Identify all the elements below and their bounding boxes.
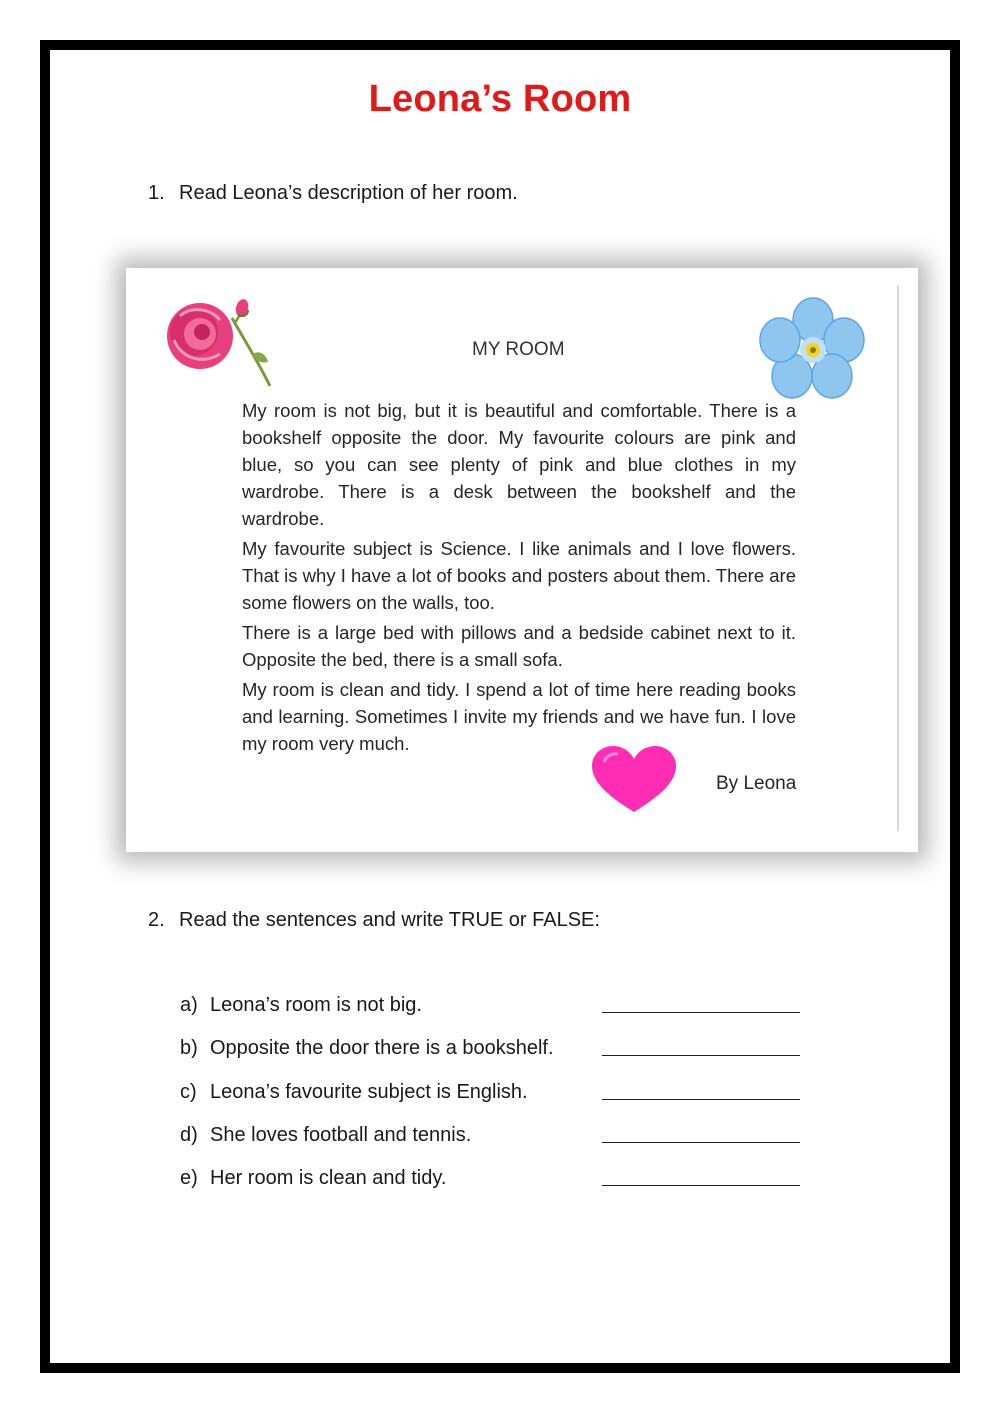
passage-paragraph: There is a large bed with pillows and a bedside cabinet next to it. Opposite the bed, there is a small sofa. [242,622,796,670]
statement-letter: d) [180,1124,198,1146]
page-title: Leona’s Room [368,78,632,120]
statement-row-b [180,1037,820,1067]
question-1-number: 1. [148,182,165,204]
statement-row-c [180,1081,820,1111]
statement-text: Leona’s room is not big. [210,994,422,1016]
answer-blank[interactable] [602,1099,800,1100]
blue-flower-image [758,296,868,400]
statement-text: Her room is clean and tidy. [210,1167,447,1189]
statement-text: Opposite the door there is a bookshelf. [210,1037,554,1059]
answer-blank[interactable] [602,1055,800,1056]
answer-blank[interactable] [602,1185,800,1186]
statement-text: Leona’s favourite subject is English. [210,1081,528,1103]
passage-paragraph: My room is not big, but it is beautiful and comfortable. There is a bookshelf opposite the door. My favourite colours are pink and blue, so you can see plenty of pink and blue clothes in my wardrobe. There is a desk between the bookshelf and the wardrobe. [242,400,796,529]
question-2-number: 2. [148,909,165,931]
statement-row-d [180,1124,820,1154]
question-2-text: Read the sentences and write TRUE or FALSE: [179,909,600,931]
reading-passage [242,397,796,760]
statement-letter: c) [180,1081,197,1103]
passage-paragraph: My favourite subject is Science. I like animals and I love flowers. That is why I have a lot of books and posters about them. There are some flowers on the walls, too. [242,538,796,613]
statement-letter: b) [180,1037,198,1059]
question-2 [148,909,600,932]
heart-image [588,744,680,814]
answer-blank[interactable] [602,1142,800,1143]
statement-row-a [180,994,820,1024]
statement-letter: a) [180,994,198,1016]
byline: By Leona [716,773,797,794]
statement-letter: e) [180,1167,198,1189]
statement-text: She loves football and tennis. [210,1124,472,1146]
rose-image [160,296,278,392]
question-1 [148,182,518,205]
answer-blank[interactable] [602,1012,800,1013]
question-1-text: Read Leona’s description of her room. [179,182,518,204]
card-title: MY ROOM [472,339,565,360]
passage-paragraph: My room is clean and tidy. I spend a lot of time here reading books and learning. Sometimes I invite my friends and we have fun. I love my room very much. [242,679,796,754]
statement-row-e [180,1167,820,1197]
